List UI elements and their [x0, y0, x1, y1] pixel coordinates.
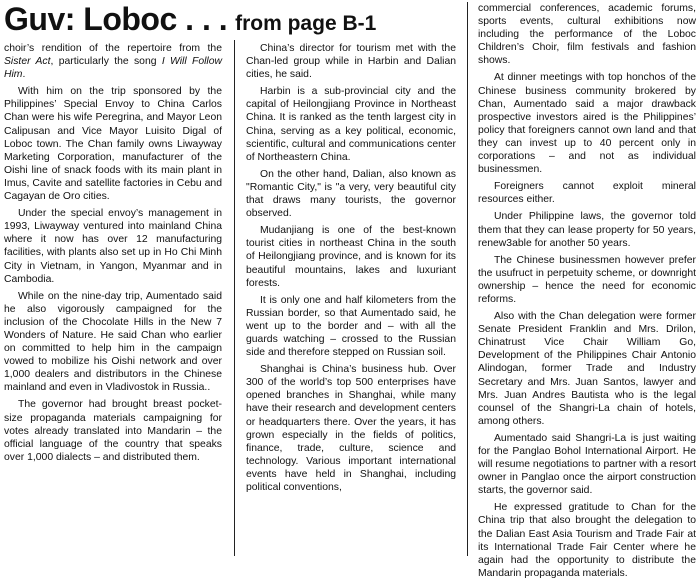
italic-title: I Will Follow Him [4, 56, 222, 81]
paragraph: Aumentado said Shangri-La is just waiting for the Panglao Bohol International Airport. He will resume negotiations to partner with a resort owner in Panglao once the airport construction starts, the governor said. [478, 432, 696, 497]
paragraph: Also with the Chan delegation were former Senate President Franklin and Mrs. Drilon, Chinatrust Vice Chair William Go, Development of the Philippines Chair Antonio Alindogan, former Trade and Industry Secretary and Mrs. Juan Santos, lawyer and Mrs. Juan Andres Bautista who is the legal counsel of the Shangri-La chain of hotels, among others. [478, 311, 696, 427]
headline [4, 2, 462, 36]
paragraph: Under the special envoy’s management in 1993, Liwayway ventured into mainland China where it now has over 12 manufacturing facilities, with plants also set up in Ho Chi Minh City in Vietnam, in Yangon, Myanmar and in Cambodia. [4, 208, 222, 285]
paragraph: At dinner meetings with top honchos of the Chinese business community brokered by Chan, Aumentado said a major drawback prospective investors aired is the Philippines’ policy that foreigners cannot own land and that they can invest up to 40 percent only in corporations – and not as individual businessmen. [478, 72, 696, 176]
paragraph: Shanghai is China’s business hub. Over 300 of the world’s top 500 enterprises have opened branches in Shanghai, while many have their research and development centers or headquarters there. Over the years, it has grown especially in the fields of politics, finance, trade, culture, science and technology. Various important international events have held in Shanghai, including political conventions, [246, 364, 456, 493]
paragraph: With him on the trip sponsored by the Philippines’ Special Envoy to China Carlos Chan were his wife Peregrina, and Mayor Leon Calipusan and Vice Mayor Luisito Digal of Loboc town. The Chan family owns Liwayway Marketing Corporation, manufacturer of the Oishi line of snack foods with its main plant in Imus, Cavite and satellite factories in Cebu and Cagayan de Oro cities. [4, 86, 222, 203]
paragraph: Harbin is a sub-provincial city and the capital of Heilongjiang Province in Northeast China. It is ranked as the tenth largest city in China, serving as a key political, economic, scientific, cultural and communications center of Northeastern China. [246, 86, 456, 163]
article-column-1 [4, 42, 222, 556]
paragraph: commercial conferences, academic forums, sports events, cultural exhibitions now including the performance of the Loboc Children’s Choir, film festivals and fashion shows. [478, 3, 696, 67]
paragraph: It is only one and half kilometers from the Russian border, so that Aumentado said, he went up to the border and – with all the guards watching – crossed to the Russian side and therefore stepped on Russian soil. [246, 294, 456, 359]
paragraph: Mudanjiang is one of the best-known tourist cities in northeast China in the south of Heilongjiang province, and is known for its beautiful mountains, lakes and luxuriant forests. [246, 225, 456, 289]
headline-continued: from page B-1 [235, 12, 377, 35]
paragraph: Foreigners cannot exploit mineral resources either. [478, 181, 696, 206]
paragraph: He expressed gratitude to Chan for the China trip that also brought the delegation to the Dalian East Asia Tourism and Trade Fair at its International Trade Fair Center where he again had the opportunity to distribute the Mandarin propaganda materials. [478, 502, 696, 579]
paragraph: The Chinese businessmen however prefer the usufruct in perpetuity scheme, or downright ownership – hence the need for economic reforms. [478, 254, 696, 305]
article-column-3 [478, 2, 696, 579]
paragraph: Under Philippine laws, the governor told them that they can lease property for 50 years, renew3able for another 50 years. [478, 211, 696, 249]
headline-title: Guv: Loboc . . . [4, 1, 228, 37]
paragraph: The governor had brought breast pocket-size propaganda materials campaigning for votes already translated into Mandarin – the official language of the country that speaks over 1,000 dialects – and distributed them. [4, 399, 222, 463]
paragraph: On the other hand, Dalian, also known as "Romantic City," is "a very, very beautiful city that draws many tourists, the governor observed. [246, 168, 456, 220]
column-rule-left [234, 40, 235, 556]
paragraph: China’s director for tourism met with the Chan-led group while in Harbin and Dalian cities, he said. [246, 43, 456, 81]
paragraph: choir’s rendition of the repertoire from the Sister Act, particularly the song I Will Follow Him. [4, 43, 222, 81]
paragraph: While on the nine-day trip, Aumentado said he also vigorously campaigned for the inclusion of the Chocolate Hills in the New 7 Wonders of Nature. He said Chan who earlier on committed to help him in the campaign vowed to mobilize his Oishi network and over 1,000 dealers and distributors in the Chinese mainland and even in Vladivostok in Russia.. [4, 290, 222, 394]
column-rule-right [467, 2, 468, 556]
italic-title: Sister Act [4, 56, 51, 68]
article-column-2 [246, 42, 456, 556]
